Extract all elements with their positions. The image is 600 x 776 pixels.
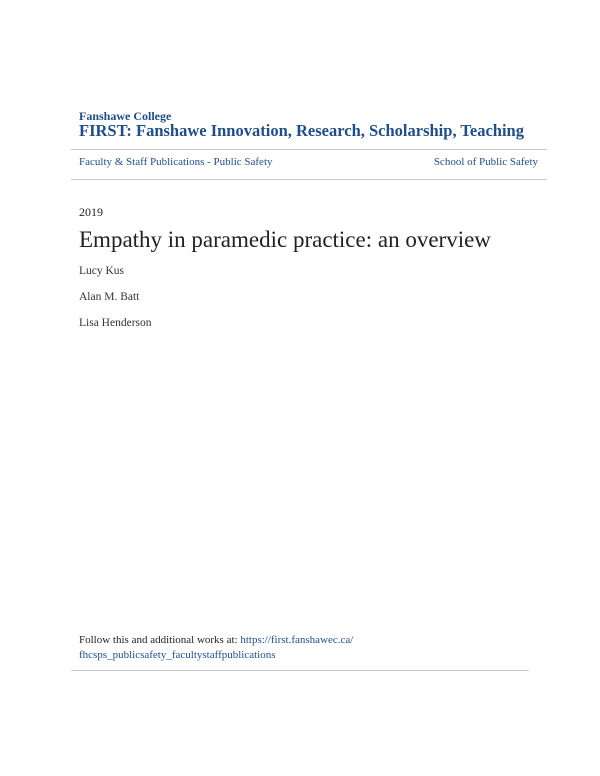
author-name: Lisa Henderson xyxy=(79,317,152,329)
follow-notice xyxy=(79,633,509,663)
publication-year: 2019 xyxy=(79,205,103,219)
author-name: Alan M. Batt xyxy=(79,291,140,303)
breadcrumb-divider xyxy=(71,179,547,180)
repository-title-link[interactable]: FIRST: Fanshawe Innovation, Research, Scholarship, Teaching xyxy=(79,121,524,140)
follow-text: Follow this and additional works at: xyxy=(79,634,241,646)
repository-url-line2[interactable]: fhcsps_publicsafety_facultystaffpublications xyxy=(79,649,276,661)
bottom-divider xyxy=(71,670,529,671)
collection-link[interactable]: Faculty & Staff Publications - Public Safety xyxy=(79,156,273,168)
college-name: Fanshawe College xyxy=(79,109,172,123)
repository-url-line1[interactable]: https://first.fanshawec.ca/ xyxy=(240,634,354,646)
department-link[interactable]: School of Public Safety xyxy=(433,156,538,168)
top-divider xyxy=(71,149,547,150)
author-name: Lucy Kus xyxy=(79,265,125,277)
article-title: Empathy in paramedic practice: an overview xyxy=(79,227,491,252)
